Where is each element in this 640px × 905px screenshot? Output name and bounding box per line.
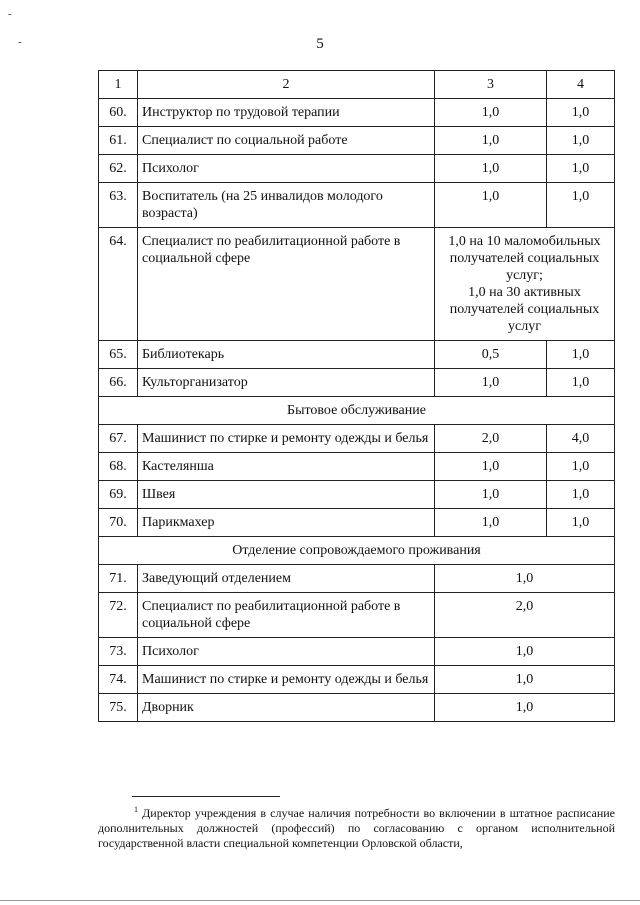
position-name: Специалист по социальной работе — [138, 127, 435, 155]
table-row — [99, 509, 615, 537]
staff-units-col3: 1,0 — [435, 481, 547, 509]
page-edge — [0, 900, 640, 901]
row-number: 63. — [99, 183, 138, 228]
row-number: 75. — [99, 694, 138, 722]
staff-units-col4: 1,0 — [547, 127, 615, 155]
table-row — [99, 341, 615, 369]
header-col-3: 3 — [435, 71, 547, 99]
table-row — [99, 666, 615, 694]
position-name: Библиотекарь — [138, 341, 435, 369]
row-number: 68. — [99, 453, 138, 481]
staff-units-merged: 1,0 — [435, 666, 615, 694]
staff-units-col4: 1,0 — [547, 183, 615, 228]
staff-units-merged: 1,0 — [435, 638, 615, 666]
row-number: 69. — [99, 481, 138, 509]
row-number: 73. — [99, 638, 138, 666]
position-name: Культорганизатор — [138, 369, 435, 397]
header-col-2: 2 — [138, 71, 435, 99]
table-row — [99, 481, 615, 509]
staff-units-merged: 2,0 — [435, 593, 615, 638]
position-name: Воспитатель (на 25 инвалидов молодого возраста) — [138, 183, 435, 228]
table-header-row — [99, 71, 615, 99]
staff-units-col4: 1,0 — [547, 509, 615, 537]
staff-units-col3: 1,0 — [435, 127, 547, 155]
position-name: Психолог — [138, 638, 435, 666]
table-row — [99, 369, 615, 397]
staff-units-col3: 2,0 — [435, 425, 547, 453]
staff-table — [98, 70, 615, 722]
table-row — [99, 638, 615, 666]
section-title: Отделение сопровождаемого проживания — [99, 537, 615, 565]
staff-units-col3: 1,0 — [435, 453, 547, 481]
staff-units-col3: 1,0 — [435, 155, 547, 183]
position-name: Дворник — [138, 694, 435, 722]
position-name: Заведующий отделением — [138, 565, 435, 593]
position-name: Парикмахер — [138, 509, 435, 537]
page-number: 5 — [316, 36, 324, 52]
staff-units-col4: 1,0 — [547, 155, 615, 183]
footnote-marker: 1 — [134, 805, 138, 814]
table-row — [99, 453, 615, 481]
position-name: Машинист по стирке и ремонту одежды и белья — [138, 666, 435, 694]
row-number: 67. — [99, 425, 138, 453]
table-row — [99, 183, 615, 228]
staff-units-merged: 1,0 — [435, 694, 615, 722]
header-col-1: 1 — [99, 71, 138, 99]
position-name: Инструктор по трудовой терапии — [138, 99, 435, 127]
header-col-4: 4 — [547, 71, 615, 99]
staff-units-col4: 4,0 — [547, 425, 615, 453]
table-row — [99, 228, 615, 341]
stray-mark: - — [18, 36, 22, 48]
row-number: 60. — [99, 99, 138, 127]
staff-units-col3: 1,0 — [435, 369, 547, 397]
section-title: Бытовое обслуживание — [99, 397, 615, 425]
section-header-row — [99, 397, 615, 425]
row-number: 71. — [99, 565, 138, 593]
row-number: 74. — [99, 666, 138, 694]
staff-units-col4: 1,0 — [547, 99, 615, 127]
staff-units-col3: 0,5 — [435, 341, 547, 369]
staff-units-merged: 1,0 — [435, 565, 615, 593]
row-number: 65. — [99, 341, 138, 369]
position-name: Швея — [138, 481, 435, 509]
table-row — [99, 99, 615, 127]
table-row — [99, 694, 615, 722]
table-row — [99, 425, 615, 453]
table-row — [99, 593, 615, 638]
table-row — [99, 127, 615, 155]
position-name: Специалист по реабилитационной работе в социальной сфере — [138, 593, 435, 638]
stray-mark: - — [8, 8, 12, 20]
row-number: 72. — [99, 593, 138, 638]
position-name: Специалист по реабилитационной работе в социальной сфере — [138, 228, 435, 341]
section-header-row — [99, 537, 615, 565]
staff-units-merged: 1,0 на 10 маломобильных получателей социальных услуг; 1,0 на 30 активных получателей социальных услуг — [435, 228, 615, 341]
row-number: 66. — [99, 369, 138, 397]
position-name: Машинист по стирке и ремонту одежды и белья — [138, 425, 435, 453]
table-row — [99, 155, 615, 183]
staff-units-col3: 1,0 — [435, 183, 547, 228]
position-name: Психолог — [138, 155, 435, 183]
staff-units-col3: 1,0 — [435, 509, 547, 537]
row-number: 62. — [99, 155, 138, 183]
row-number: 70. — [99, 509, 138, 537]
staff-units-col4: 1,0 — [547, 453, 615, 481]
row-number: 64. — [99, 228, 138, 341]
row-number: 61. — [99, 127, 138, 155]
table-row — [99, 565, 615, 593]
position-name: Кастелянша — [138, 453, 435, 481]
staff-units-col4: 1,0 — [547, 369, 615, 397]
footnote-separator — [132, 796, 280, 797]
footnote-text: Директор учреждения в случае наличия потребности во включении в штатное расписание дополнительных должностей (профессий) по согласованию с органом исполнительной государственной власти специальной компетенции Орловской области, — [98, 806, 615, 850]
staff-units-col3: 1,0 — [435, 99, 547, 127]
staff-units-col4: 1,0 — [547, 341, 615, 369]
footnote — [98, 802, 615, 851]
staff-units-col4: 1,0 — [547, 481, 615, 509]
